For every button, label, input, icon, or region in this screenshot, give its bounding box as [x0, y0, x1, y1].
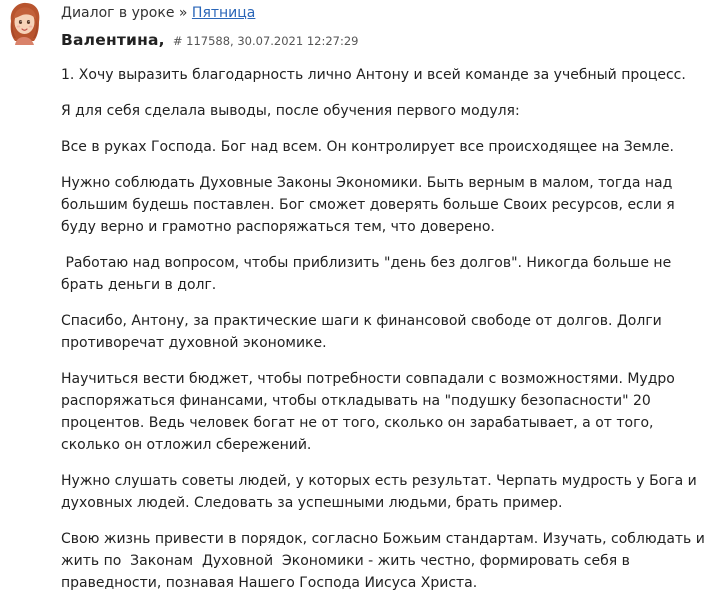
avatar-girl-icon[interactable] — [3, 1, 45, 45]
post-paragraph: Я для себя сделала выводы, после обучения первого модуля: — [61, 103, 520, 119]
post-paragraph: Свою жизнь привести в порядок, согласно Божьим стандартам. Изучать, соблюдать и жить по Законам Духовной Экономики - жить честно, формировать себя в праведности, познавая Нашего Господа Иисуса Христа. — [61, 531, 710, 591]
post-paragraph: Нужно соблюдать Духовные Законы Экономики. Быть верным в малом, тогда над большим будешь поставлен. Бог сможет доверять больше Своих ресурсов, если я буду верно и грамотно распоряжаться тем, что доверено. — [61, 175, 680, 235]
avatar-graphic — [3, 1, 45, 45]
post-paragraph: Работаю над вопросом, чтобы приблизить "день без долгов". Никогда больше не брать деньги в долг. — [61, 255, 676, 293]
post-paragraph: Спасибо, Антону, за практические шаги к финансовой свободе от долгов. Долги противоречат духовной экономике. — [61, 313, 667, 351]
breadcrumb-prefix: Диалог в уроке » — [61, 5, 188, 21]
post-paragraph: Все в руках Господа. Бог над всем. Он контролирует все происходящее на Земле. — [61, 139, 674, 155]
author-name[interactable]: Валентина, — [61, 31, 165, 49]
post-body — [61, 64, 711, 608]
post-paragraph: 1. Хочу выразить благодарность лично Антону и всей команде за учебный процесс. — [61, 67, 686, 83]
breadcrumb — [61, 4, 255, 22]
post-author-row — [61, 30, 359, 49]
post-paragraph: Научиться вести бюджет, чтобы потребности совпадали с возможностями. Мудро распоряжаться финансами, чтобы откладывать на "подушку безопасности" 20 процентов. Ведь человек богат не от того, сколько он зарабатывает, а от того, сколько он отложил сбережений. — [61, 371, 680, 453]
topic-link[interactable]: Пятница — [191, 5, 256, 21]
post-meta: # 117588, 30.07.2021 12:27:29 — [172, 34, 359, 48]
post-paragraph: Нужно слушать советы людей, у которых есть результат. Черпать мудрость у Бога и духовных людей. Следовать за успешными людьми, брать пример. — [61, 473, 702, 511]
